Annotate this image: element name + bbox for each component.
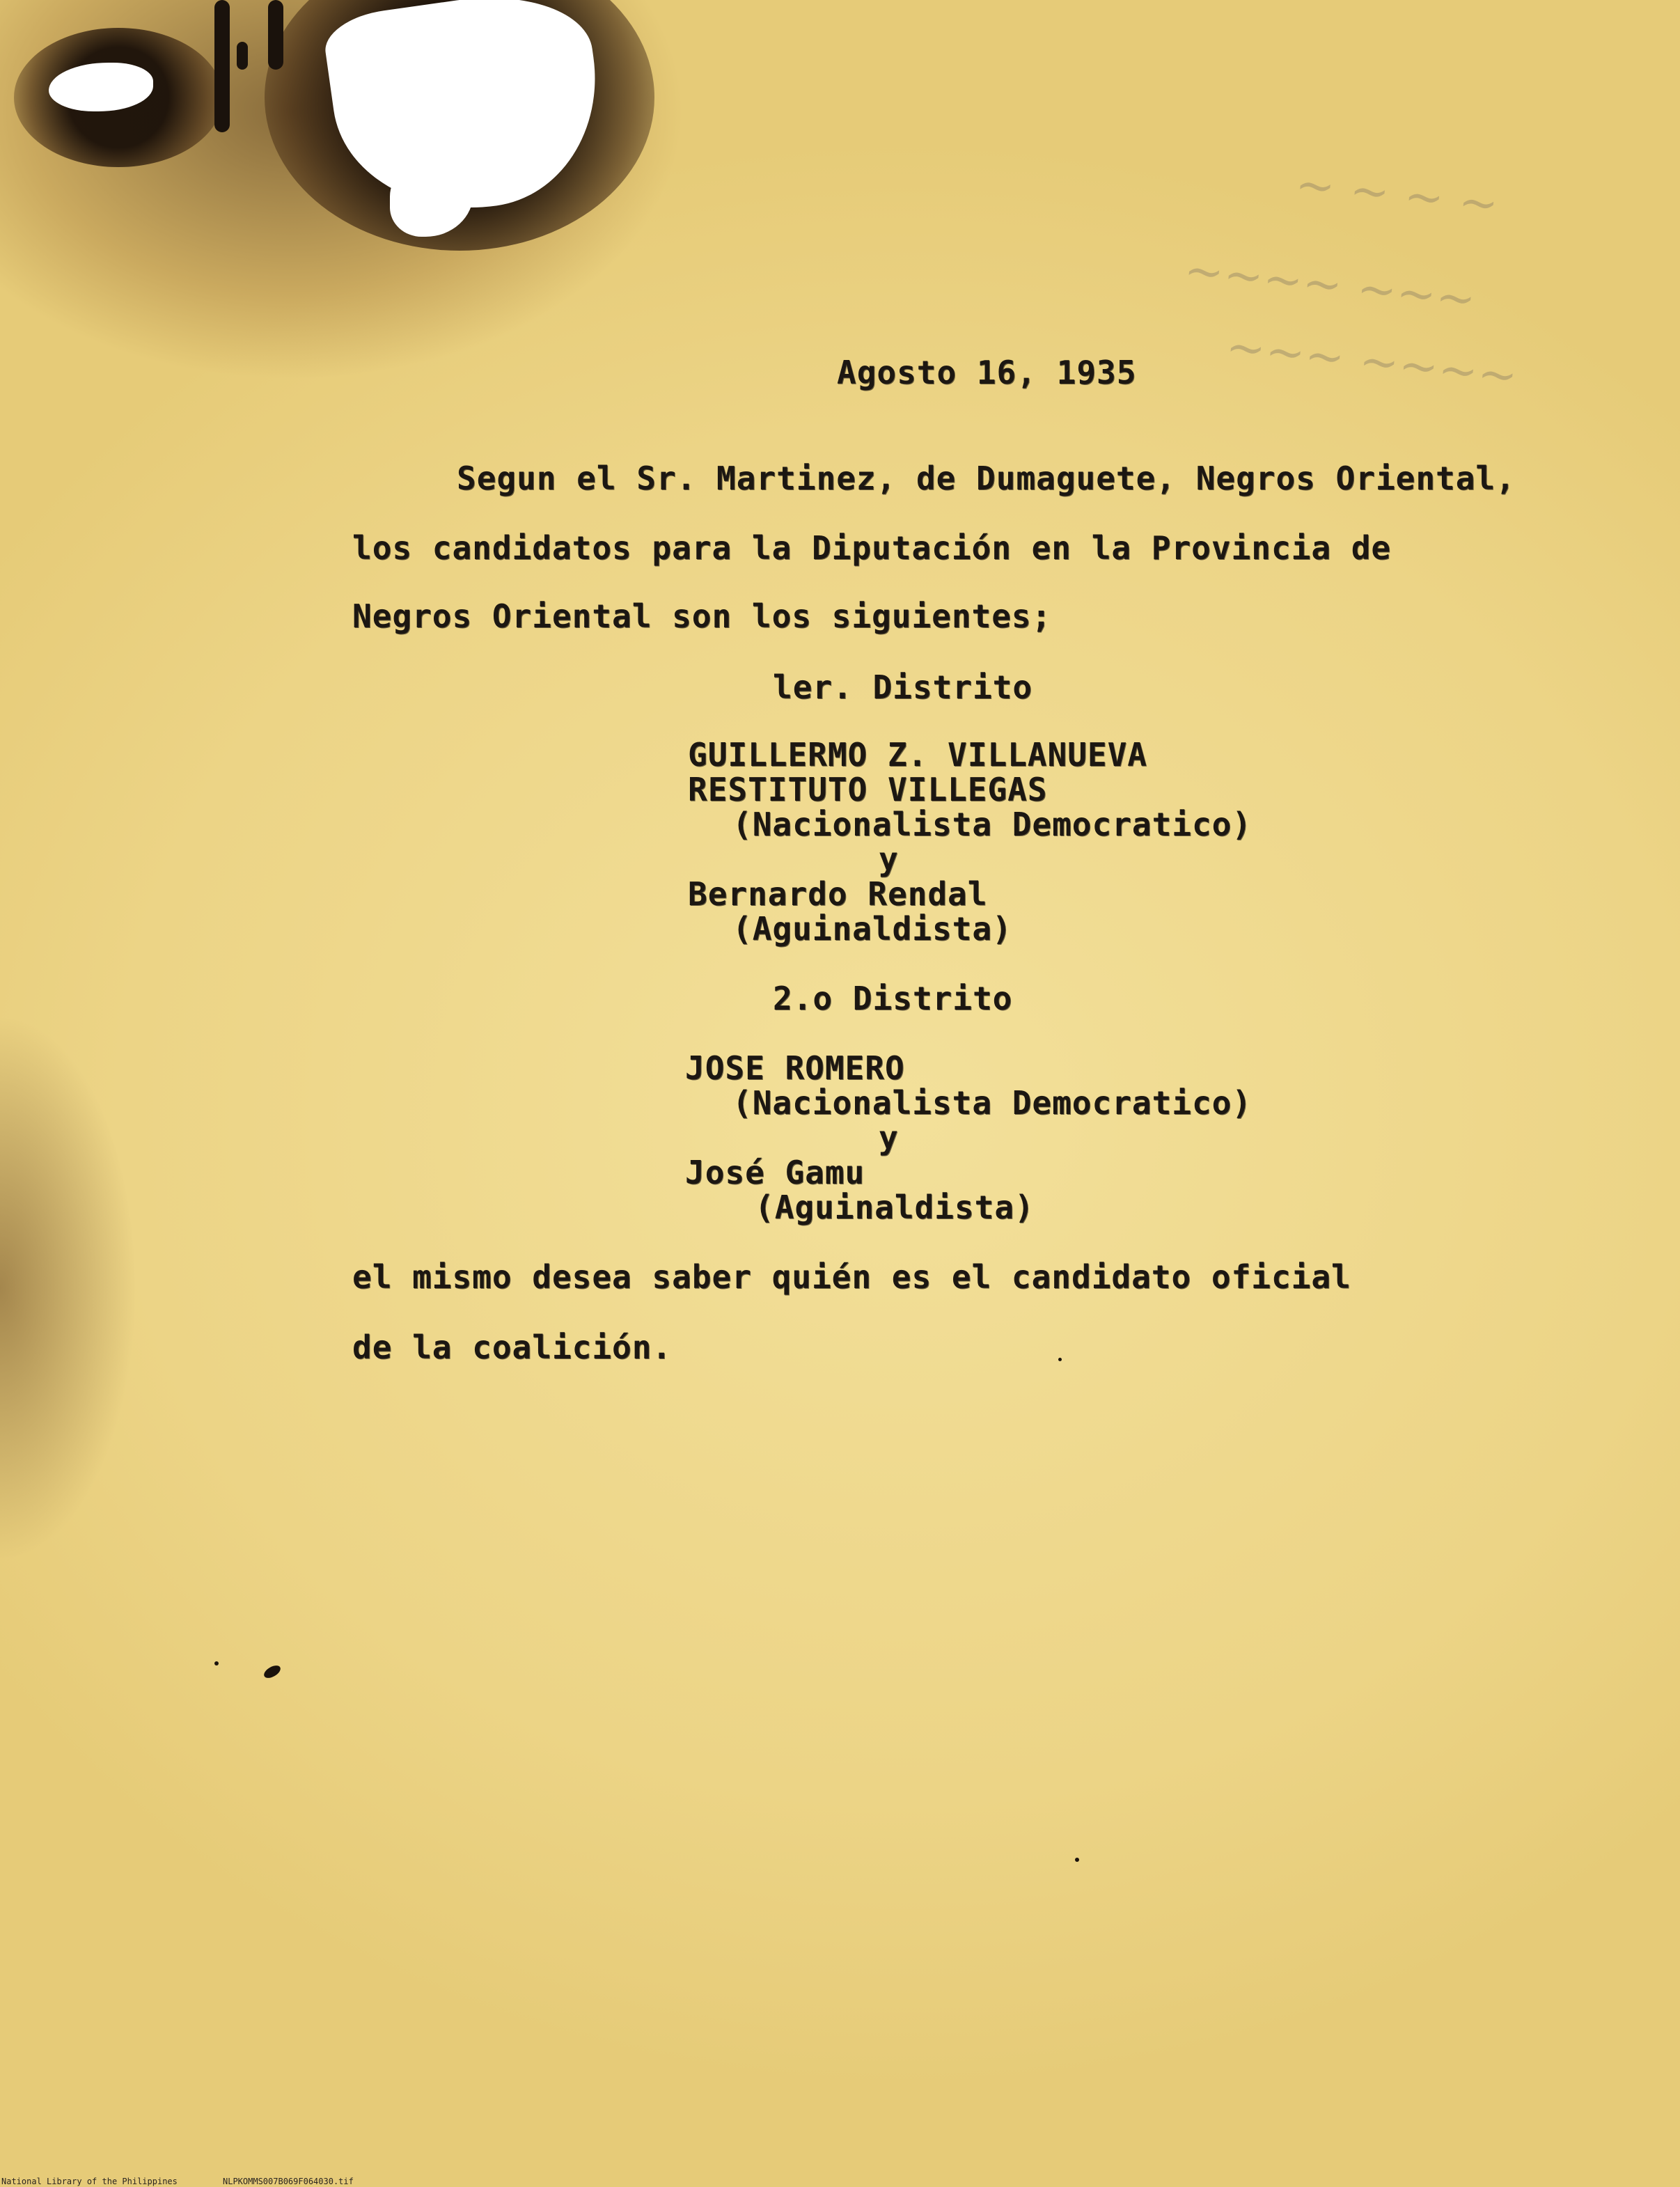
- district-1-party-nacionalista: (Nacionalista Democratico): [732, 806, 1253, 843]
- pencil-marks: ~~~ ~~~~: [1223, 319, 1521, 405]
- burn-drip: [237, 42, 248, 70]
- district-2-candidate-gamu: José Gamu: [685, 1154, 865, 1191]
- district-2-candidate-romero: JOSE ROMERO: [685, 1049, 905, 1087]
- district-1-party-aguinaldista: (Aguinaldista): [732, 910, 1012, 948]
- intro-line-2: los candidatos para la Diputación en la Provincia de: [352, 529, 1392, 567]
- district-2-party-nacionalista: (Nacionalista Democratico): [732, 1084, 1253, 1122]
- burn-drip: [268, 0, 283, 70]
- burn-drip: [214, 0, 230, 132]
- intro-line-1: Segun el Sr. Martinez, de Dumaguete, Negros Oriental,: [457, 460, 1516, 497]
- district-2-party-aguinaldista: (Aguinaldista): [755, 1189, 1035, 1226]
- district-1-conjunction: y: [879, 840, 899, 878]
- district-2-heading: 2.o Distrito: [773, 980, 1013, 1017]
- district-1-candidate-rendal: Bernardo Rendal: [688, 875, 988, 913]
- district-1-candidate-villanueva: GUILLERMO Z. VILLANUEVA: [688, 736, 1147, 774]
- footer-filename: NLPKOMMS007B069F064030.tif: [223, 2177, 354, 2186]
- district-2-conjunction: y: [879, 1119, 899, 1157]
- pencil-marks: ~ ~ ~ ~: [1292, 156, 1502, 233]
- footer-library: National Library of the Philippines: [1, 2177, 178, 2186]
- letter-date: Agosto 16, 1935: [837, 354, 1137, 391]
- closing-line-2: de la coalición.: [352, 1328, 673, 1366]
- district-1-candidate-villegas: RESTITUTO VILLEGAS: [688, 771, 1048, 808]
- pencil-marks: ~~~~ ~~~: [1182, 242, 1479, 328]
- closing-line-1: el mismo desea saber quién es el candidato oficial: [352, 1258, 1351, 1296]
- intro-line-3: Negros Oriental son los siguientes;: [352, 597, 1052, 635]
- district-1-heading: ler. Distrito: [773, 668, 1033, 706]
